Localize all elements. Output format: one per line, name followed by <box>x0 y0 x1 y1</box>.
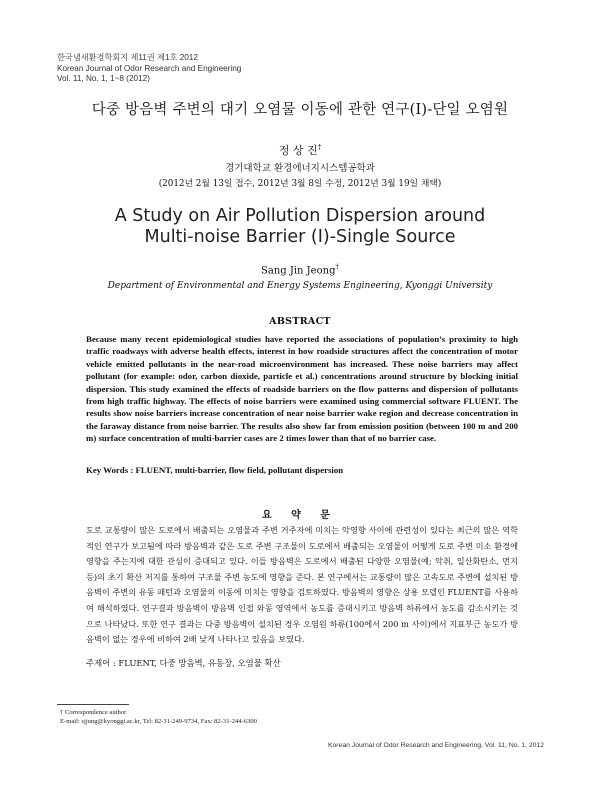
footnote-contact: E-mail: sjjung@kyonggi.ac.kr, Tel: 82-31-249-9734, Fax: 82-31-244-6300 <box>60 718 257 725</box>
journal-name-ko: 한국냄새환경학회지 제11권 제1호 2012 <box>57 53 198 62</box>
author-ko <box>0 142 600 158</box>
paper-title-ko: 다중 방음벽 주변의 대기 오염물 이동에 관한 연구(I)-단일 오염원 <box>91 102 509 118</box>
footnote-divider <box>57 704 129 705</box>
author-en-mark: † <box>335 263 339 271</box>
submission-dates: (2012년 2월 13일 접수, 2012년 3월 8일 수정, 2012년 3월 19일 채택) <box>158 179 442 189</box>
page-footer: Korean Journal of Odor Research and Engineering. Vol. 11, No. 1, 2012 <box>327 742 544 749</box>
abstract-heading: ABSTRACT <box>269 316 331 327</box>
affiliation-ko: 경기대학교 환경에너지시스템공학과 <box>225 163 375 174</box>
paper-title-en: A Study on Air Pollution Dispersion around Multi-noise Barrier (I)-Single Source <box>114 206 486 247</box>
footnote <box>60 708 257 726</box>
affiliation-en: Department of Environmental and Energy Systems Engineering, Kyonggi University <box>107 281 493 291</box>
author-ko-mark: † <box>317 143 322 152</box>
abstract-body: Because many recent epidemiological studies have reported the associations of population’s proximity to high traffic roadways with adverse health effects, interest in how roadside structures affect the concentration of motor vehicle emitted pollutants in the near-road microenvironment has increased. These noise barriers may affect pollutant (for example: odor, carbon dioxide, particle et al.) concentrations around structure by blocking initial dispersion. This study examined the effects of roadside barriers on the flow patterns and dispersion of pollutants from high traffic highway. The effects of noise barriers were examined using commercial software FLUENT. The results show noise barriers increase concentration of near noise barrier wake region and decrease concentration in the faraway distance from noise barrier. The results also show far from emission position (between 100 m and 200 m) surface concentration of multi-barrier cases are 2 times lower than that of no barrier case. <box>86 334 518 444</box>
abstract-keywords: Key Words : FLUENT, multi-barrier, flow field, pollutant dispersion <box>86 465 344 475</box>
author-en <box>0 263 600 276</box>
author-en-name: Sang Jin Jeong <box>261 265 336 277</box>
journal-volume: Vol. 11, No. 1, 1~8 (2012) <box>57 74 150 83</box>
summary-heading-ko: 요 약 문 <box>262 510 338 521</box>
journal-header <box>57 53 241 85</box>
summary-body-ko: 도로 교통량이 많은 도로에서 배출되는 오염물과 주변 거주자에 미치는 악영향 사이에 관련성이 있다는 최근의 많은 역학적인 연구가 보고됨에 따라 방음벽과 같은 도로 주변 구조물이 도로에서 배출되는 오염물이 어떻게 도로 주변 미소 환경에 영향을 주는지에 대한 관심이 증대되고 있다. 이들 방음벽은 도로에서 배출된 다양한 오염물(예; 악취, 일산화탄소, 먼지 등)의 초기 확산 저지를 통하여 구조물 주변 농도에 영향을 준다. 본 연구에서는 교통량이 많은 고속도로 주변에 설치된 방음벽이 주변의 유동 패턴과 오염물의 이동에 미치는 영향을 검토하였다. 방음벽의 영향은 상용 모델인 FLUENT를 사용하여 해석하였다. 연구결과 방음벽이 방음벽 인접 와동 영역에서 농도를 증대시키고 방음벽 하류에서 농도를 감소시키는 것으로 나타났다. 또한 연구 결과는 다중 방음벽이 설치된 경우 오염원 하류(100에서 200 m 사이)에서 지표부근 농도가 방음벽이 없는 경우에 비하여 2배 낮게 나타나고 있음을 보였다. <box>86 525 518 645</box>
footnote-correspondence: † Correspondence author <box>60 709 127 716</box>
journal-name-en: Korean Journal of Odor Research and Engineering <box>57 63 242 73</box>
author-ko-name: 정 상 진 <box>278 144 318 157</box>
summary-keywords-ko: 주제어 : FLUENT, 다중 방음벽, 유동장, 오염물 확산 <box>86 658 281 668</box>
